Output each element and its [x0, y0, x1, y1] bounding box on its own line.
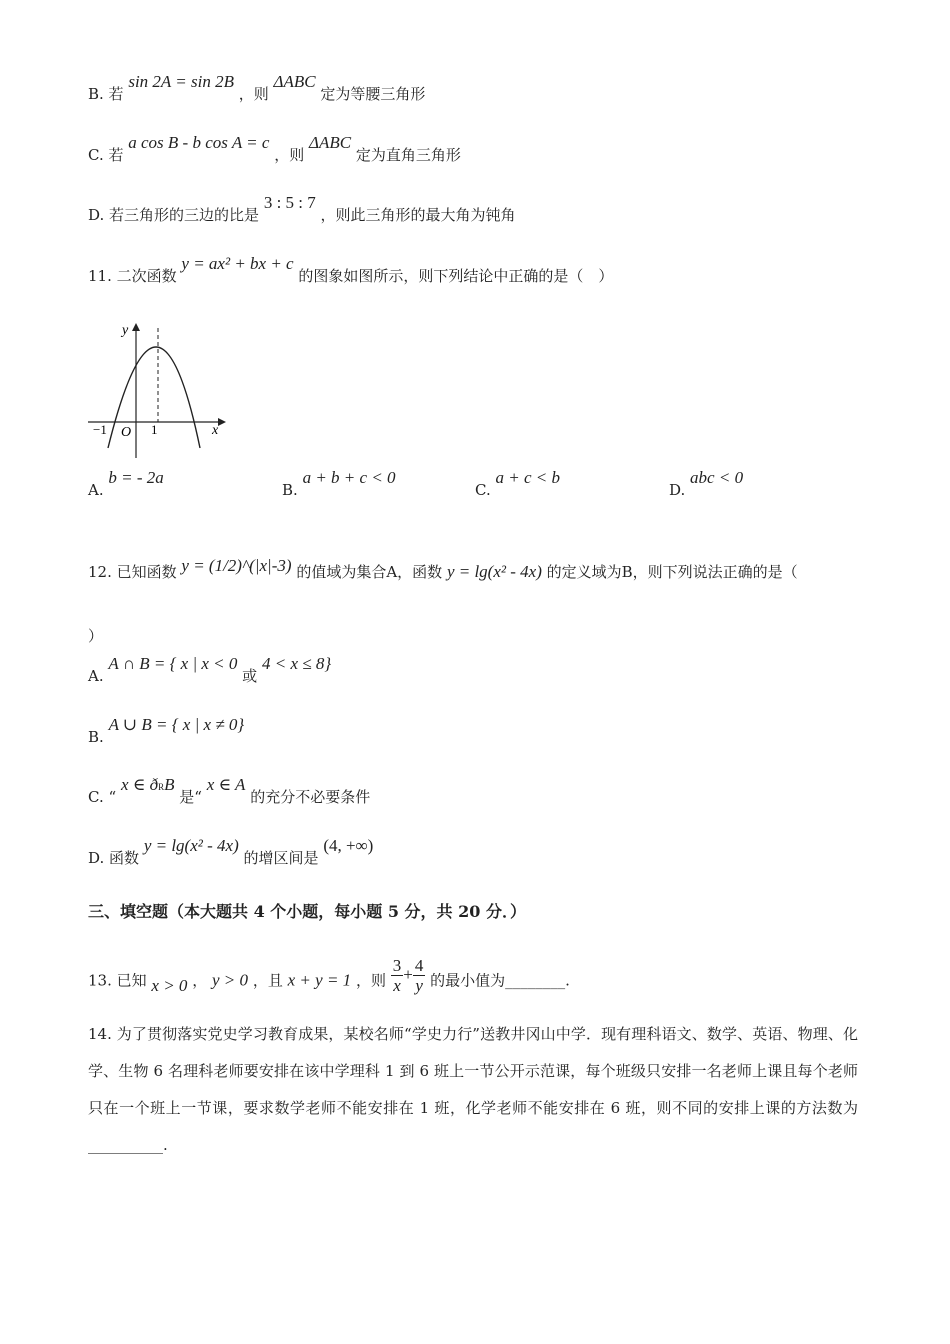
- x-label: x: [212, 423, 219, 438]
- q11-option-d: D. abc < 0: [669, 468, 744, 499]
- q12-stem-close: ）: [88, 627, 104, 645]
- q10-b-triangle: ΔABC: [273, 72, 316, 91]
- q10-c-expression: a cos B - b cos A = c: [128, 133, 270, 152]
- q10-b-expression: sin 2A = sin 2B: [128, 72, 234, 91]
- fraction-4-over-y: $\frac{4}{y}$: [414, 956, 424, 995]
- q10-option-b: B. 若 sin 2A = sin 2B ，则 ΔABC 定为等腰三角形: [88, 72, 426, 103]
- one-label: 1: [151, 422, 158, 437]
- q11-function: y = ax² + bx + c: [181, 254, 294, 273]
- q12-option-b: B. A ∪ B = { x | x ≠ 0}: [88, 715, 245, 746]
- q12-option-a: A. A ∩ B = { x | x < 0 或 4 < x ≤ 8}: [88, 654, 332, 685]
- q11-option-c: C. a + c < b: [475, 468, 560, 499]
- q10-c-triangle: ΔABC: [309, 133, 352, 152]
- q10-d-ratio: 3 : 5 : 7: [263, 193, 316, 212]
- q11-stem: 11. 二次函数 y = ax² + bx + c 的图象如图所示，则下列结论中正确的是（ ）: [88, 254, 614, 285]
- origin-label: O: [121, 425, 132, 440]
- y-axis-arrow-icon: [132, 323, 140, 331]
- q12-function-lg: y = lg(x² - 4x): [446, 562, 542, 581]
- q14-paragraph: 14. 为了贯彻落实党史学习教育成果，某校名师“学史力行”送教井冈山中学．现有理科语文、数学、英语、物理、化学、生物 6 名理科老师要安排在该中学理科 1 到 6 班上一节公开示范课，每个班级只安排一名老师上课且每个老师只在一个班上一节课，要求数学老师不能安排在 1 班，化学老师不能安排在 6 班，则不同的安排上课的方法数为__________.: [88, 1025, 858, 1154]
- q12-function-exp: y = (1/2)^(|x|-3): [181, 556, 292, 575]
- q13-stem: 13. 已知 x > 0 ， y > 0 ，且 x + y = 1 ，则 $\frac{3}{x}$ + $\frac{4}{y}$ 的最小值为________.: [88, 956, 570, 995]
- y-label: y: [122, 323, 129, 338]
- q11-option-b: B. a + b + c < 0: [282, 468, 396, 499]
- section-3-heading: 三、填空题（本大题共 4 个小题，每小题 5 分，共 20 分．）: [88, 902, 526, 921]
- q12-option-c: C. “ x ∈ $ð^RB$ 是“ x ∈ A 的充分不必要条件: [88, 775, 371, 806]
- x-axis-arrow-icon: [218, 418, 226, 426]
- q11-parabola-graph: [86, 318, 236, 463]
- q12-option-d: D. 函数 y = lg(x² - 4x) 的增区间是 (4, +∞): [88, 836, 374, 867]
- fraction-3-over-x: $\frac{3}{x}$: [392, 956, 402, 995]
- q10-option-d: D. 若三角形的三边的比是 3 : 5 : 7 ，则此三角形的最大角为钝角: [88, 193, 516, 224]
- q12-stem: 12. 已知函数 y = (1/2)^(|x|-3) 的值域为集合A，函数 y = lg(x² - 4x) 的定义域为B，则下列说法正确的是（: [88, 556, 798, 581]
- q11-option-a: A. b = - 2a: [88, 468, 164, 499]
- q10-option-c: C. 若 a cos B - b cos A = c ，则 ΔABC 定为直角三角形: [88, 133, 461, 164]
- neg-one-label: −1: [93, 422, 107, 437]
